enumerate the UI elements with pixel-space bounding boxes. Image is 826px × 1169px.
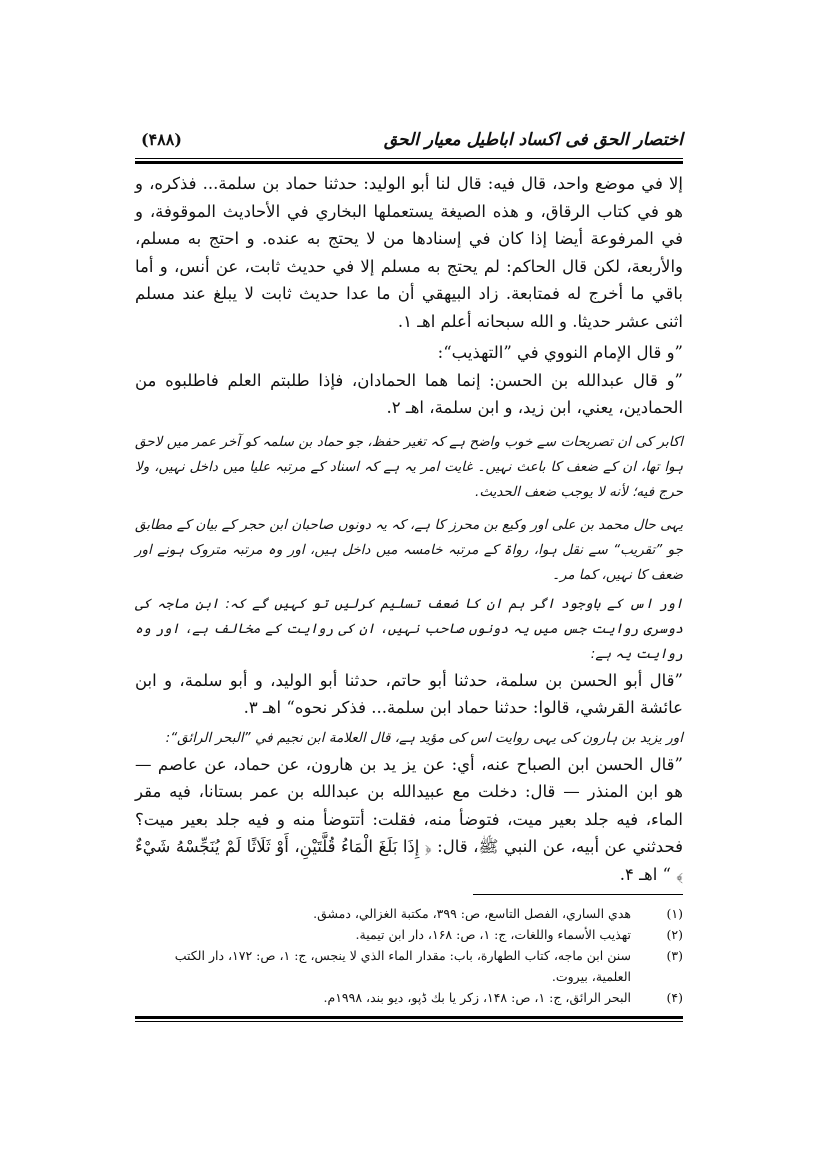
paragraph-urdu: اکابر کی ان تصریحات سے خوب واضح ہے کہ تغیر حفظ، جو حماد بن سلمہ کو آخر عمر میں لاحق ہوا تھا، ان کے ضعف کا باعث نہیں۔ غایت امر یہ ہے کہ اسناد کے مرتبہ علیا میں داخل نہیں، ولا حرج فيه؛ لأنه لا يوجب ضعف الحديث. xyxy=(135,433,683,500)
paragraph-arabic: إلا في موضع واحد، قال فيه: قال لنا أبو الوليد: حدثنا حماد بن سلمة... فذكره، و هو في كتاب الرقاق، و هذه الصيغة يستعملها البخاري في الأحاديث الموقوفة، و في المرفوعة أيضا إذا كان في إسنادها من لا يحتج به عنده. و احتج به مسلم، والأربعة، لكن قال الحاكم: لم يحتج به مسلم إلا في حديث ثابت، عن أنس، و أما باقي ما أخرج له فمتابعة. زاد البيهقي أن ما عدا حديث ثابت لا يبلغ عند مسلم اثنى عشر حديثا. و الله سبحانه أعلم اهـ ۱. xyxy=(135,174,683,331)
paragraph-urdu: یہی حال محمد بن علی اور وکیع بن محرز کا ہے، کہ یہ دونوں صاحبان ابن حجر کے بیان کے مطابق جو ”تقریب“ سے نقل ہوا، رواۃ کے مرتبہ خامسہ میں داخل ہیں، اور وہ مرتبہ متروک ہونے اور ضعف کا نہیں، کما مر۔ xyxy=(135,516,683,583)
footnotes xyxy=(135,903,683,1008)
paragraph-arabic: ”و قال الإمام النووي في ”التهذيب“: xyxy=(437,343,683,362)
footnote-number: (۲) xyxy=(666,927,683,942)
paragraph-arabic: ”قال أبو الحسن بن سلمة، حدثنا أبو حاتم، حدثنا أبو الوليد، و أبو سلمة، و ابن عائشة القرشي، قالوا: حدثنا حماد ابن سلمة... فذكر نحوه“ اهـ ۳. xyxy=(135,670,683,717)
footnote-number: (۳) xyxy=(666,948,683,963)
footer-rule xyxy=(135,1016,683,1022)
page-header xyxy=(135,120,683,164)
paragraph-arabic: ”و قال عبدالله بن الحسن: إنما هما الحمادان، فإذا طلبتم العلم فاطلبوه من الحمادين، يعني، ابن زيد، و ابن سلمة، اهـ ۲. xyxy=(135,370,683,417)
page xyxy=(135,120,683,1022)
footnote xyxy=(135,987,683,1008)
footnote-text: سنن ابن ماجه، كتاب الطهارة، باب: مقدار الماء الذي لا ينجس، ج: ۱، ص: ۱۷۲، دار الكتب العلمية، بيروت. xyxy=(174,948,631,984)
paragraph-urdu: اور یزید بن ہارون کی یہی روایت اس کی مؤید ہے، قال العلامة ابن نجيم في ”البحر الرائق“: xyxy=(165,729,683,746)
page-number: (۴۸۸) xyxy=(141,130,182,149)
footnote-separator xyxy=(135,894,683,895)
footnote-text: هدي الساري، الفصل التاسع، ص: ۳۹۹، مكتبة الغزالي، دمشق. xyxy=(313,906,631,921)
footnote-number: (۱) xyxy=(666,906,683,921)
footnote-text: البحر الرائق، ج: ۱، ص: ۱۴۸، زكر يا بك ڈپو، ديو بند، ۱۹۹۸م. xyxy=(323,990,631,1005)
footnote-number: (۴) xyxy=(666,990,683,1005)
paragraph-urdu: اور اس کے باوجود اگر ہم ان کا ضعف تسلیم کرلیں تو کہیں گے کہ: ابن ماجہ کی دوسری روایت جس میں یہ دونوں صاحب نہیں، ان کی روایت کے مخالف ہے، اور وہ روایت یہ ہے: xyxy=(135,595,683,662)
running-title: اختصار الحق فی اکساد اباطیل معیار الحق xyxy=(383,130,683,150)
footnote-text: تهذيب الأسماء واللغات، ج: ۱، ص: ۱۶۸، دار ابن تيمية. xyxy=(355,927,631,942)
footnote xyxy=(135,924,683,945)
main-text xyxy=(135,170,683,888)
footnote xyxy=(135,903,683,924)
paragraph-arabic: ”قال الحسن ابن الصباح عنه، أي: عن يز يد بن هارون، عن حماد، عن عاصم — هو ابن المنذر — قال: دخلت مع عبيدالله بن عبدالله بن عمر بستانا، فيه مقر الماء، فيه جلد بعير ميت، فتوضأ منه، فقلت: أتتوضأ منه و فيه جلد بعير ميت؟ فحدثني عن أبيه، عن النبي ﷺ، قال: ﴿ إِذَا بَلَغَ الْمَاءُ قُلَّتَيْنِ، أَوْ ثَلَاثًا لَمْ يُنَجِّسْهُ شَيْءٌ ﴾ “ اهـ ۴. xyxy=(135,754,683,884)
footnote xyxy=(135,945,683,987)
